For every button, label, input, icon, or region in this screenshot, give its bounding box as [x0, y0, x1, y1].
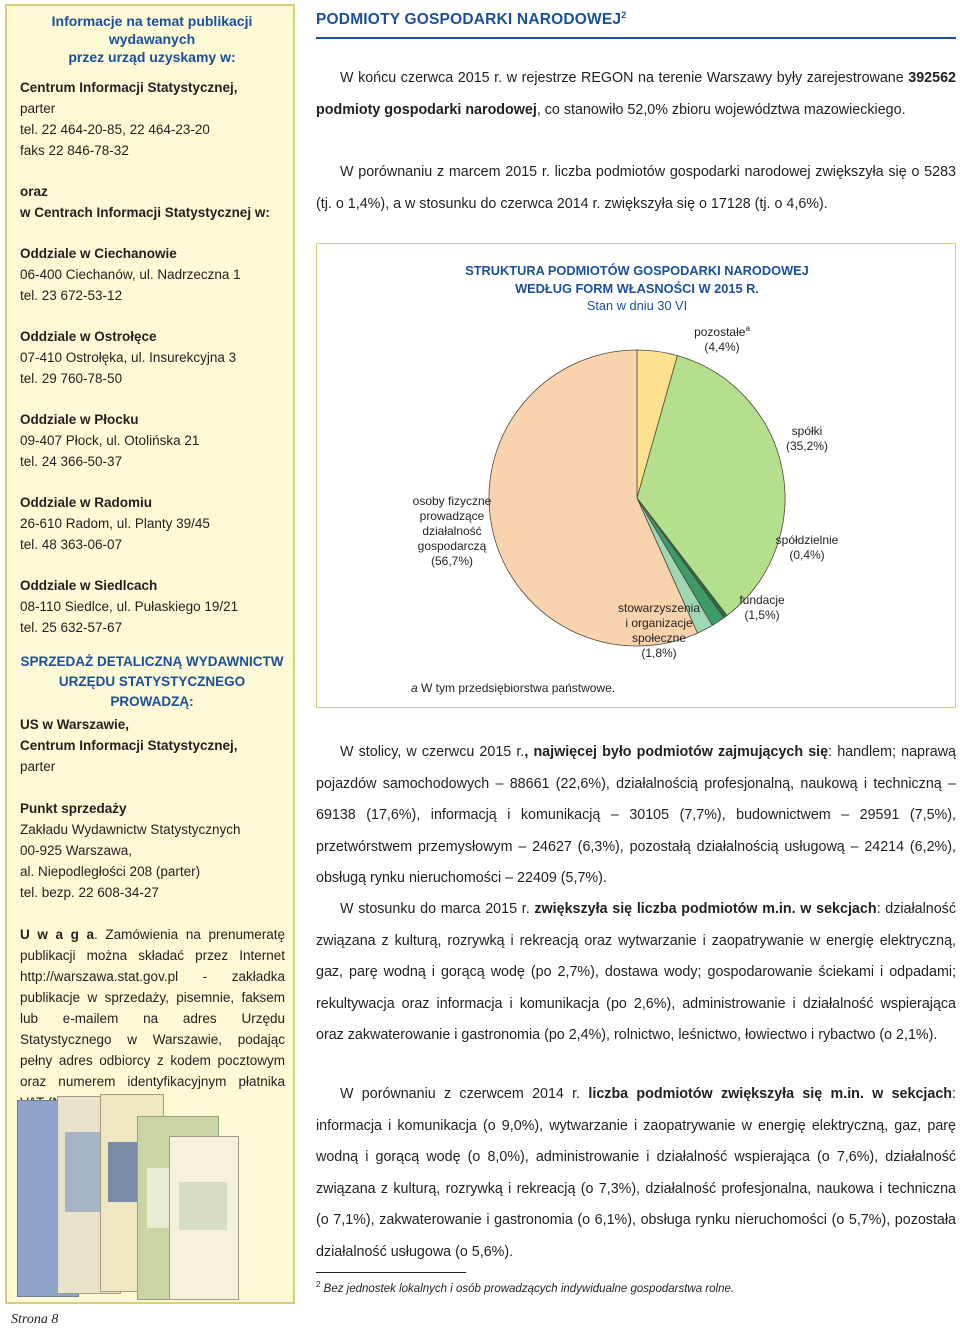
paragraph-1: W końcu czerwca 2015 r. w rejestrze REGON na terenie Warszawy były zarejestrowane 392562 podmioty gospodarki narodowej, co stanowiło 52,0% zbioru województwa mazowieckiego. [316, 70, 956, 118]
chart-note: a W tym przedsiębiorstwa państwowe. [411, 681, 616, 695]
branch-tel: tel. 29 760-78-50 [20, 371, 123, 386]
centers-label: w Centrach Informacji Statystycznej w: [20, 205, 270, 220]
slice-label-foundations: fundacje (1,5%) [739, 593, 785, 622]
or-label: oraz [20, 184, 48, 199]
chart-subtitle: Stan w dniu 30 VI [586, 298, 688, 313]
sales-center: Centrum Informacji Statystycznej, [20, 738, 238, 753]
slice-label-companies: spółki (35,2%) [785, 424, 829, 453]
branch-name: Oddziale w Płocku [20, 412, 139, 427]
paragraph-3: W stolicy, w czerwcu 2015 r., najwięcej było podmiotów zajmujących się: handlem; naprawą pojazdów samochodowych – 88661 (22,6%), działalnością profesjonalną, naukową i techniczną – 69138 (17,6%), informacją i komunikacją – 30105 (7,7%), budownictwem – 29591 (7,5%), przetwórstwem przemysłowym – 24627 (6,3%), pozostałą działalnością usługową – 24214 (6,2%), obsługą rynku nieruchomości – 22409 (5,7%). [316, 744, 956, 886]
point-line: tel. bezp. 22 608-34-27 [20, 885, 159, 900]
branch-tel: tel. 25 632-57-67 [20, 620, 123, 635]
branch-name: Oddziale w Siedlcach [20, 578, 158, 593]
center-fax: faks 22 846-78-32 [20, 143, 129, 158]
paragraph-5: W porównaniu z czerwcem 2014 r. liczba podmiotów zwiększyła się m.in. w sekcjach: informacja i komunikacja (o 9,0%), wytwarzanie i zaopatrywanie w energię elektryczną, gaz, parę wodną i gorącą wodę (o 8,0%), administrowanie i działalność wspierająca (o 7,6%), działalność związana z kulturą, rozrywką i rekreacją (o 7,3%), działalność profesjonalna, naukowa i techniczna (o 7,1%), zakwaterowanie i gastronomia (o 6,1%), obsługa rynku nieruchomości (o 5,7%), pozostała działalność usługowa (o 5,6%). [316, 1086, 956, 1260]
footnote-rule [316, 1272, 466, 1273]
branch-tel: tel. 48 363-06-07 [20, 537, 123, 552]
paragraph-2: W porównaniu z marcem 2015 r. liczba podmiotów gospodarki narodowej zwiększyła się o 5283 (tj. o 1,4%), a w stosunku do czerwca 2014 r. zwiększyła się o 17128 (tj. o 4,6%). [316, 164, 956, 212]
point-line: 00-925 Warszawa, [20, 843, 133, 858]
slice-label-other: pozostałe$^a$ (4,4%) [694, 324, 750, 354]
ownership-chart [316, 243, 956, 708]
sales-title-line-3: PROWADZĄ: [110, 694, 194, 709]
section-title: PODMIOTY GOSPODARKI NARODOWEJ$^2$ [316, 10, 627, 29]
center-floor: parter [20, 101, 56, 116]
branch-address: 07-410 Ostrołęka, ul. Insurekcyjna 3 [20, 350, 237, 365]
sales-title-line-2: URZĘDU STATYSTYCZNEGO [58, 674, 246, 689]
branch-name: Oddziale w Ciechanowie [20, 246, 177, 261]
branch-name: Oddziale w Radomiu [20, 495, 153, 510]
info-title-line-3: przez urząd uzyskamy w: [68, 49, 236, 65]
sales-title-line-1: SPRZEDAŻ DETALICZNĄ WYDAWNICTW [20, 654, 284, 669]
branch-tel: tel. 24 366-50-37 [20, 454, 123, 469]
branch-address: 08-110 Siedlce, ul. Pułaskiego 19/21 [20, 599, 239, 614]
note-text: . Zamówienia na prenumeratę publikacji można składać przez Internet http://warszawa.stat.gov.pl - zakładka publikacje w sprzedaży, pisemnie, faksem lub e-mailem na adres Urzędu Statystycznego w Warszawie, podając pełny adres odbiorcy z kodem pocztowym oraz numerem identyfikacyjnym płatnika [20, 927, 286, 1089]
sales-us: US w Warszawie, [20, 717, 130, 732]
footnote: $^2$ Bez jednostek lokalnych i osób prowadzących indywidualne gospodarstwa rolne. [316, 1280, 735, 1295]
center-name: Centrum Informacji Statystycznej, [20, 80, 238, 95]
chart-title-line-2: WEDŁUG FORM WŁASNOŚCI W 2015 R. [515, 281, 759, 296]
order-note [20, 924, 285, 1113]
info-title-line-2: wydawanych [108, 31, 196, 47]
note-label: U w a g a [20, 927, 95, 942]
info-title-line-1: Informacje na temat publikacji [51, 13, 253, 29]
point-title: Punkt sprzedaży [20, 801, 127, 816]
paragraph-4: W stosunku do marca 2015 r. zwiększyła się liczba podmiotów m.in. w sekcjach: działalność związana z kulturą, rozrywką i rekreacją oraz wytwarzanie i zaopatrywanie w energię elektryczną, gaz, parę wodną i gorącą wodę (po 2,7%), dostawa wody; gospodarowanie ściekami i odpadami; rekultywacja oraz informacja i komunikacja (po 2,6%), administrowanie i działalność wspierająca oraz zakwaterowanie i gastronomia (po 2,4%), rolnictwo, leśnictwo, łowiectwo i rybactwo (o 2,1%). [316, 901, 956, 1043]
slice-label-associations: stowarzyszenia i organizacje społeczne (1,8%) [617, 601, 701, 660]
sidebar [5, 4, 295, 1304]
branch-name: Oddziale w Ostrołęce [20, 329, 157, 344]
slice-label-natural-persons: osoby fizyczne prowadzące działalność gospodarczą (56,7%) [412, 494, 492, 568]
title-rule [316, 37, 956, 39]
sales-floor: parter [20, 759, 56, 774]
point-line: Zakładu Wydawnictw Statystycznych [20, 822, 241, 837]
slice-label-cooperatives: spółdzielnie (0,4%) [775, 533, 839, 562]
branch-address: 26-610 Radom, ul. Planty 39/45 [20, 516, 210, 531]
page-number: Strona 8 [11, 1312, 59, 1327]
chart-title-line-1: STRUKTURA PODMIOTÓW GOSPODARKI NARODOWEJ [465, 263, 809, 278]
branch-address: 06-400 Ciechanów, ul. Nadrzeczna 1 [20, 267, 241, 282]
publication-covers-image [17, 1092, 237, 1302]
center-tel: tel. 22 464-20-85, 22 464-23-20 [20, 122, 210, 137]
branch-tel: tel. 23 672-53-12 [20, 288, 123, 303]
branch-address: 09-407 Płock, ul. Otolińska 21 [20, 433, 200, 448]
point-line: al. Niepodległości 208 (parter) [20, 864, 201, 879]
